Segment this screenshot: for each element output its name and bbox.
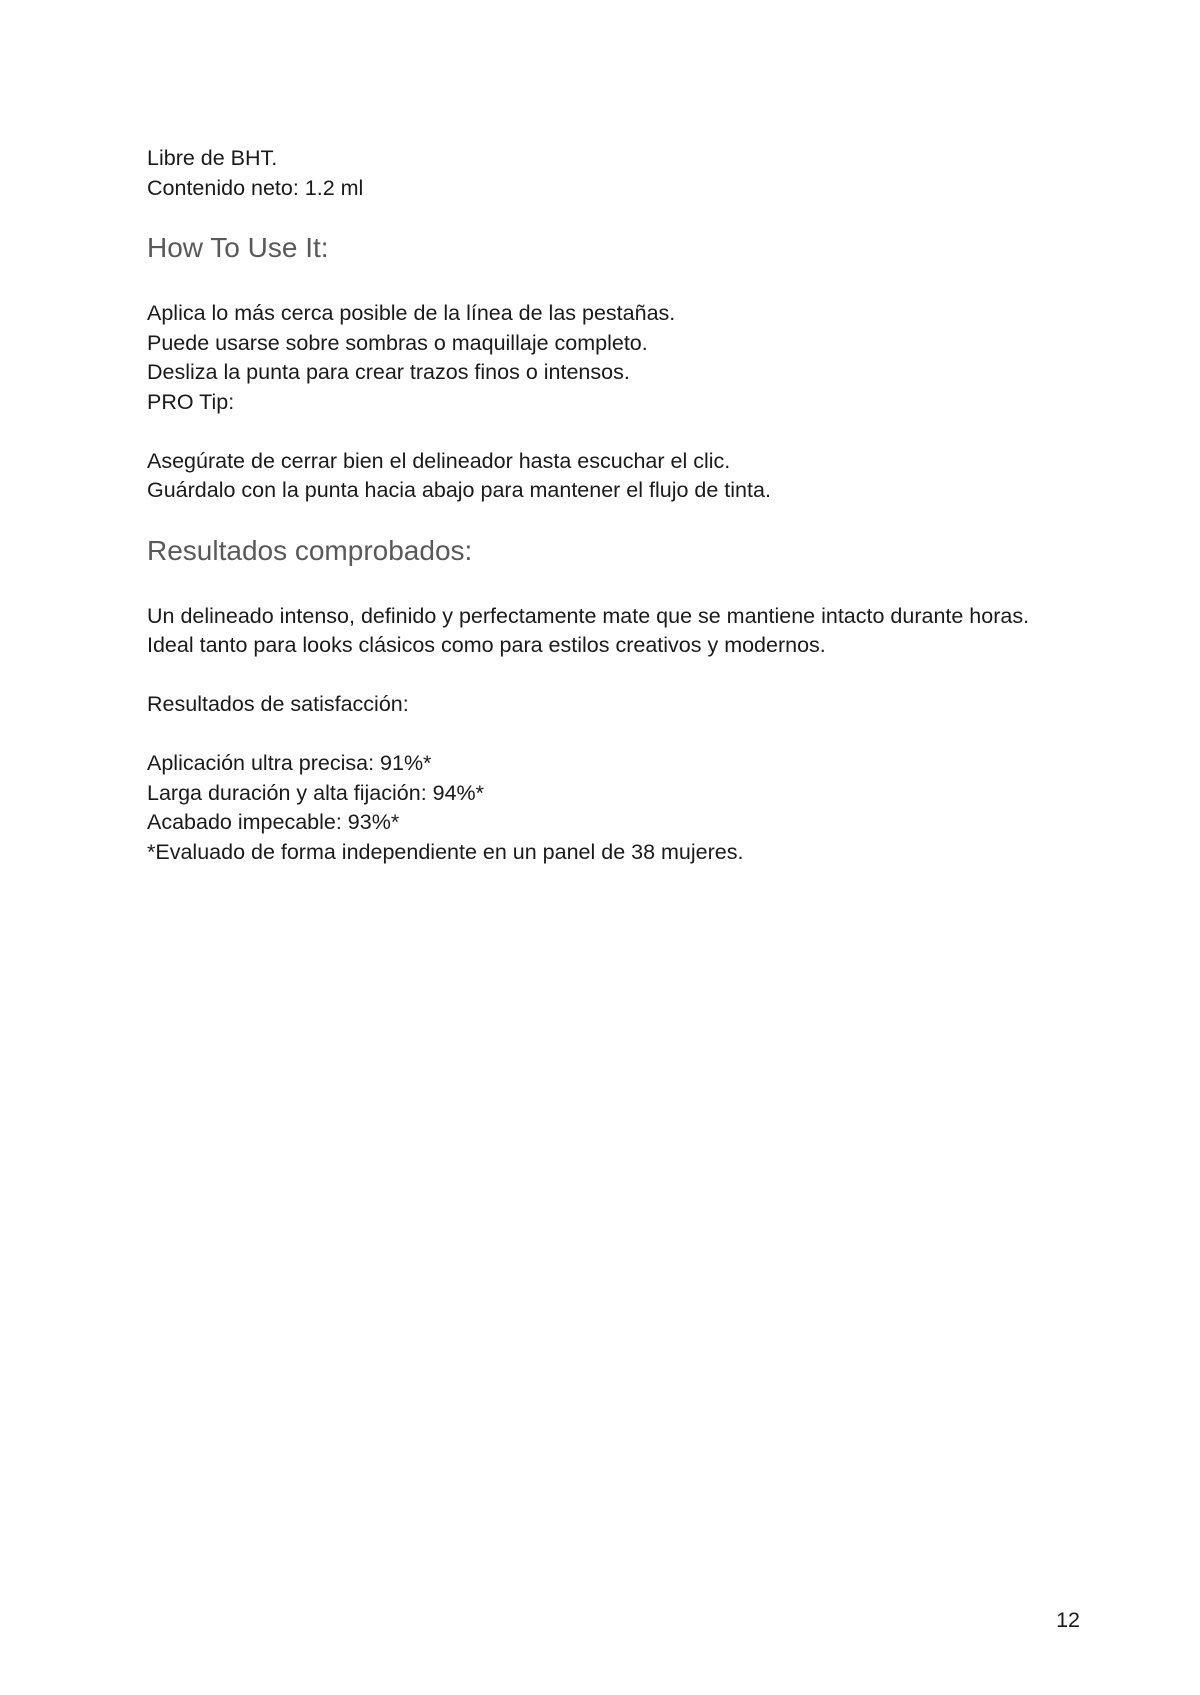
results-description	[147, 602, 1087, 661]
page-number: 12	[1056, 1608, 1080, 1632]
satisfaction-item: Larga duración y alta fijación: 94%*	[147, 780, 485, 805]
step-line: Puede usarse sobre sombras o maquillaje completo.	[147, 330, 648, 355]
description-line: Ideal tanto para looks clásicos como para estilos creativos y modernos.	[147, 633, 826, 657]
description-line: Un delineado intenso, definido y perfectamente mate que se mantiene intacto durante horas.	[147, 603, 1030, 628]
satisfaction-title: Resultados de satisfacción:	[147, 692, 409, 716]
how-to-use-steps	[147, 299, 1087, 417]
document-page	[147, 144, 1087, 867]
tip-line: Asegúrate de cerrar bien el delineador hasta escuchar el clic.	[147, 448, 731, 473]
how-to-use-heading: How To Use It:	[147, 232, 329, 263]
satisfaction-item: Aplicación ultra precisa: 91%*	[147, 751, 432, 775]
step-line: Desliza la punta para crear trazos finos o intensos.	[147, 360, 630, 384]
satisfaction-title-block	[147, 690, 1087, 720]
satisfaction-list	[147, 749, 1087, 867]
tip-line: Guárdalo con la punta hacia abajo para mantener el flujo de tinta.	[147, 478, 771, 502]
results-heading: Resultados comprobados:	[147, 534, 473, 566]
intro-line: Contenido neto: 1.2 ml	[147, 175, 364, 200]
footnote: *Evaluado de forma independiente en un panel de 38 mujeres.	[147, 839, 744, 864]
intro-section	[147, 144, 1087, 203]
pro-tip-label: PRO Tip:	[147, 389, 235, 414]
pro-tips	[147, 447, 1087, 506]
satisfaction-item: Acabado impecable: 93%*	[147, 810, 400, 834]
intro-line: Libre de BHT.	[147, 146, 278, 170]
step-line: Aplica lo más cerca posible de la línea de las pestañas.	[147, 301, 676, 325]
